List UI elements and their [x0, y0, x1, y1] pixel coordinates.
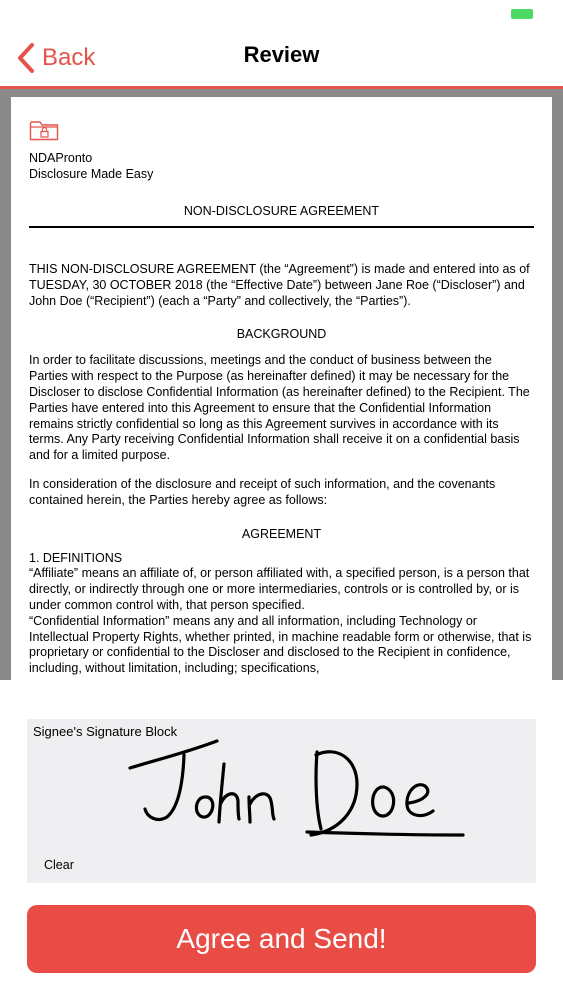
- intro-paragraph: THIS NON-DISCLOSURE AGREEMENT (the “Agreement”) is made and entered into as of TUESDAY, 30 OCTOBER 2018 (the “Effective Date”) between Jane Roe (“Discloser”) and John Doe (“Recipient”) (each a “Party” and collectively, the “Parties”).: [29, 262, 530, 308]
- navigation-bar: [0, 30, 563, 86]
- affiliate-definition: “Affiliate” means an affiliate of, or person affiliated with, a specified person, is a person that directly, or indirectly through one or more intermediaries, controls or is controlled by, or is under common control with, that person specified.: [29, 566, 530, 612]
- document-page: [11, 97, 552, 680]
- agreement-heading: AGREEMENT: [241, 526, 322, 541]
- signature-drawing: [27, 719, 536, 883]
- confidential-definition: “Confidential Information” means any and all information, including Technology or Intellectual Property Rights, whether printed, in machine readable form or otherwise, that is proprietary or confidential to the Discloser and disclosed to the Recipient in confidence, including, without limitation, including; specifications,: [29, 613, 532, 676]
- brand-tagline: Disclosure Made Easy: [29, 167, 154, 181]
- background-heading: BACKGROUND: [236, 327, 327, 342]
- page-title: Review: [243, 42, 320, 67]
- signature-block[interactable]: [27, 719, 536, 883]
- title-rule: [29, 226, 534, 228]
- clear-signature-button[interactable]: Clear: [44, 858, 74, 872]
- battery-icon: [511, 9, 533, 19]
- background-paragraph: In order to facilitate discussions, meetings and the conduct of business between the Parties with respect to the Purpose (as hereinafter defined) it may be necessary for the Discloser to disclose Confidential Information (as hereinafter defined) to the Recipient. The Parties have entered into this Agreement to ensure that the Confidential Information remains strictly confidential so long as this Agreement survives in accordance with its terms. Any Party receiving Confidential Information shall receive it on a confidential basis and for a limited purpose.: [29, 353, 530, 463]
- folder-lock-icon: [29, 119, 59, 141]
- definitions-heading: 1. DEFINITIONS: [29, 550, 123, 565]
- agree-and-send-button[interactable]: [27, 905, 536, 973]
- consideration-paragraph: In consideration of the disclosure and receipt of such information, and the covenants contained herein, the Parties hereby agree as follows:: [29, 476, 496, 507]
- status-bar: [0, 0, 563, 30]
- back-label: Back: [42, 44, 96, 71]
- agree-and-send-label: Agree and Send!: [176, 923, 387, 954]
- document-viewer[interactable]: [0, 89, 563, 680]
- brand-name: NDAPronto: [29, 151, 93, 165]
- signature-block-label: Signee's Signature Block: [33, 724, 178, 739]
- document-title: NON-DISCLOSURE AGREEMENT: [183, 204, 380, 218]
